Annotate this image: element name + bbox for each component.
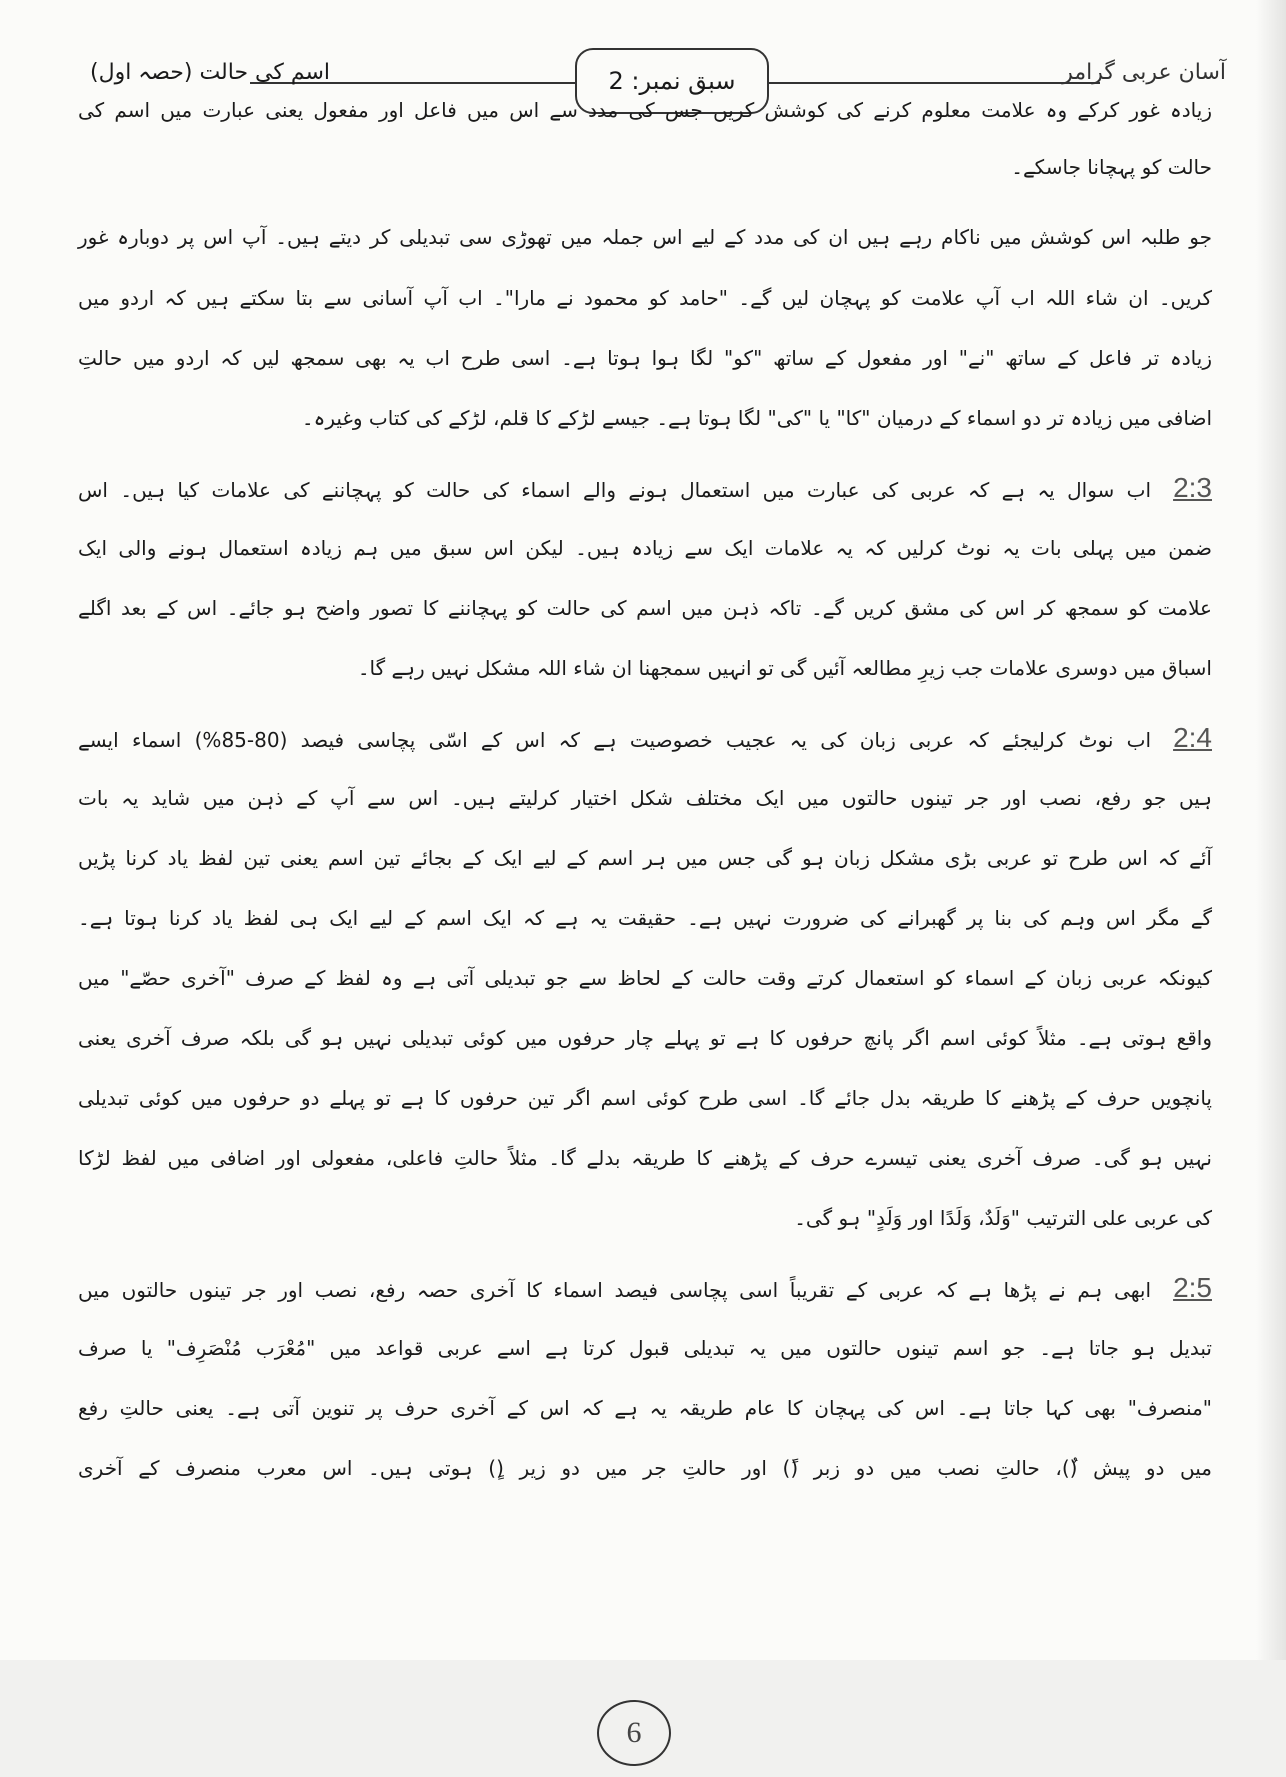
- text-line: [78, 1334, 1212, 1362]
- section-number: 2:5: [1173, 1272, 1212, 1303]
- line-text: اب سوال یہ ہے کہ عربی کی عبارت میں استعمال ہونے والے اسماء کی حالت کو پہچاننے کی علامات کیا ہیں۔ اس: [78, 478, 1152, 502]
- section-line: [78, 724, 1212, 754]
- line-text: نہیں ہو گی۔ صرف آخری یعنی تیسرے حرف کے پڑھنے کا طریقہ بدلے گا۔ مثلاً حالتِ فاعلی، مفعولی اور اضافی میں لفظ لڑکا: [78, 1146, 1212, 1170]
- line-text: کیونکہ عربی زبان کے اسماء کو استعمال کرتے وقت حالت کے لحاظ سے جو تبدیلی آتی ہے وہ لفظ کے صرف "آخری حصّے" میں: [78, 966, 1212, 990]
- text-line: [78, 344, 1212, 372]
- line-text: اضافی میں زیادہ تر دو اسماء کے درمیان "کا" یا "کی" لگا ہوتا ہے۔ جیسے لڑکے کا قلم، لڑکے کی کتاب وغیرہ۔: [301, 406, 1212, 430]
- line-text: تبدیل ہو جاتا ہے۔ جو اسم تینوں حالتوں میں یہ تبدیلی قبول کرتا ہے اسے عربی قواعد میں "مُعْرَب مُنْصَرِف" یا صرف: [78, 1336, 1212, 1360]
- chapter-title: اسم کی حالت (حصہ اول): [90, 60, 331, 85]
- text-line: [78, 404, 1212, 432]
- text-line: [78, 153, 1212, 181]
- section-number: 2:4: [1173, 722, 1212, 753]
- line-text: زیادہ غور کرکے وہ علامت معلوم کرنے کی کوشش کریں جس کی مدد سے اس میں فاعل اور مفعول یعنی عبارت میں اسم کی: [78, 98, 1212, 122]
- lesson-label: سبق نمبر: 2: [608, 67, 736, 95]
- line-text: کریں۔ ان شاء اللہ اب آپ علامت کو پہچان لیں گے۔ "حامد کو محمود نے مارا"۔ اب آپ آسانی سے بتا سکتے ہیں کہ اردو میں: [78, 286, 1212, 310]
- text-line: [78, 654, 1212, 682]
- section-number: 2:3: [1173, 472, 1212, 503]
- line-text: جو طلبہ اس کوشش میں ناکام رہے ہیں ان کی مدد کے لیے اس جملہ میں تھوڑی سی تبدیلی کر دیتے ہیں۔ آپ اس پر دوبارہ غور: [78, 225, 1212, 249]
- line-text: آئے کہ اس طرح تو عربی بڑی مشکل زبان ہو گی جس میں ہر اسم کے لیے ایک کے بجائے تین اسم یعنی تین لفظ یاد کرنا پڑیں: [78, 846, 1212, 870]
- scan-edge-shadow: [1256, 0, 1286, 1777]
- line-text: واقع ہوتی ہے۔ مثلاً کوئی اسم اگر پانچ حرفوں کا ہے تو پہلے چار حرفوں میں کوئی تبدیلی نہیں ہو گی بلکہ صرف آخری یعنی: [78, 1026, 1212, 1050]
- text-line: [78, 594, 1212, 622]
- text-line: [78, 964, 1212, 992]
- text-line: [78, 904, 1212, 932]
- section-line: [78, 1274, 1212, 1304]
- line-text: اسباق میں دوسری علامات جب زیرِ مطالعہ آئیں گی تو انہیں سمجھنا ان شاء اللہ مشکل نہیں رہے گا۔: [357, 656, 1212, 680]
- line-text: ابھی ہم نے پڑھا ہے کہ عربی کے تقریباً اسی پچاسی فیصد اسماء کا آخری حصہ رفع، نصب اور جر تینوں حالتوں میں: [78, 1278, 1152, 1302]
- text-line: [78, 844, 1212, 872]
- line-text: پانچویں حرف کے پڑھنے کا طریقہ بدل جائے گا۔ اسی طرح کوئی اسم اگر تین حرفوں کا ہے تو پہلے دو حرفوں میں کوئی تبدیلی: [78, 1086, 1212, 1110]
- text-line: [78, 1144, 1212, 1172]
- section-line: [78, 474, 1212, 504]
- text-line: [78, 784, 1212, 812]
- book-title: آسان عربی گرامر: [1062, 60, 1226, 85]
- text-line: [78, 1024, 1212, 1052]
- line-text: علامت کو سمجھ کر اس کی مشق کریں گے۔ تاکہ ذہن میں اسم کی حالت کو پہچاننے کا تصور واضح ہو جائے۔ اس کے بعد اگلے: [78, 596, 1212, 620]
- header-rule-right: [765, 82, 1100, 84]
- text-line: [78, 284, 1212, 312]
- page-number-text: 6: [626, 1716, 642, 1749]
- line-text: ہیں جو رفع، نصب اور جر تینوں حالتوں میں ایک مختلف شکل اختیار کرلیتے ہیں۔ اس سے آپ کے ذہن میں شاید یہ بات: [78, 786, 1212, 810]
- page-number: [597, 1700, 671, 1766]
- line-text: میں دو پیش (ٌ)، حالتِ نصب میں دو زبر (ً) اور حالتِ جر میں دو زیر (ٍ) ہوتی ہیں۔ اس معرب منصرف کے آخری: [78, 1456, 1212, 1480]
- text-line: [78, 1084, 1212, 1112]
- text-line: [78, 96, 1212, 124]
- line-text: اب نوٹ کرلیجئے کہ عربی زبان کی یہ عجیب خصوصیت ہے کہ اس کے اسّی پچاسی فیصد (80-85%) اسماء ایسے: [78, 728, 1152, 752]
- line-text: کی عربی علی الترتیب "وَلَدٌ، وَلَدًا اور وَلَدٍ" ہو گی۔: [794, 1206, 1212, 1230]
- text-line: [78, 1394, 1212, 1422]
- line-text: ضمن میں پہلی بات یہ نوٹ کرلیں کہ یہ علامات ایک سے زیادہ ہیں۔ لیکن اس سبق میں ہم زیادہ استعمال ہونے والی ایک: [78, 536, 1212, 560]
- text-line: [78, 534, 1212, 562]
- line-text: حالت کو پہچانا جاسکے۔: [1011, 155, 1212, 179]
- line-text: زیادہ تر فاعل کے ساتھ "نے" اور مفعول کے ساتھ "کو" لگا ہوا ہوتا ہے۔ اسی طرح اب یہ بھی سمجھ لیں کہ اردو میں حالتِ: [78, 346, 1212, 370]
- text-line: [78, 1204, 1212, 1232]
- text-line: [78, 223, 1212, 251]
- line-text: "منصرف" بھی کہا جاتا ہے۔ اس کی پہچان کا عام طریقہ یہ ہے کہ اس کے آخری حرف پر تنوین آتی ہے۔ یعنی حالتِ رفع: [78, 1396, 1212, 1420]
- text-line: [78, 1454, 1212, 1482]
- line-text: گے مگر اس وہم کی بنا پر گھبرانے کی ضرورت نہیں ہے۔ حقیقت یہ ہے کہ ایک اسم کے لیے ایک ہی لفظ یاد کرنا ہوتا ہے۔: [78, 906, 1212, 930]
